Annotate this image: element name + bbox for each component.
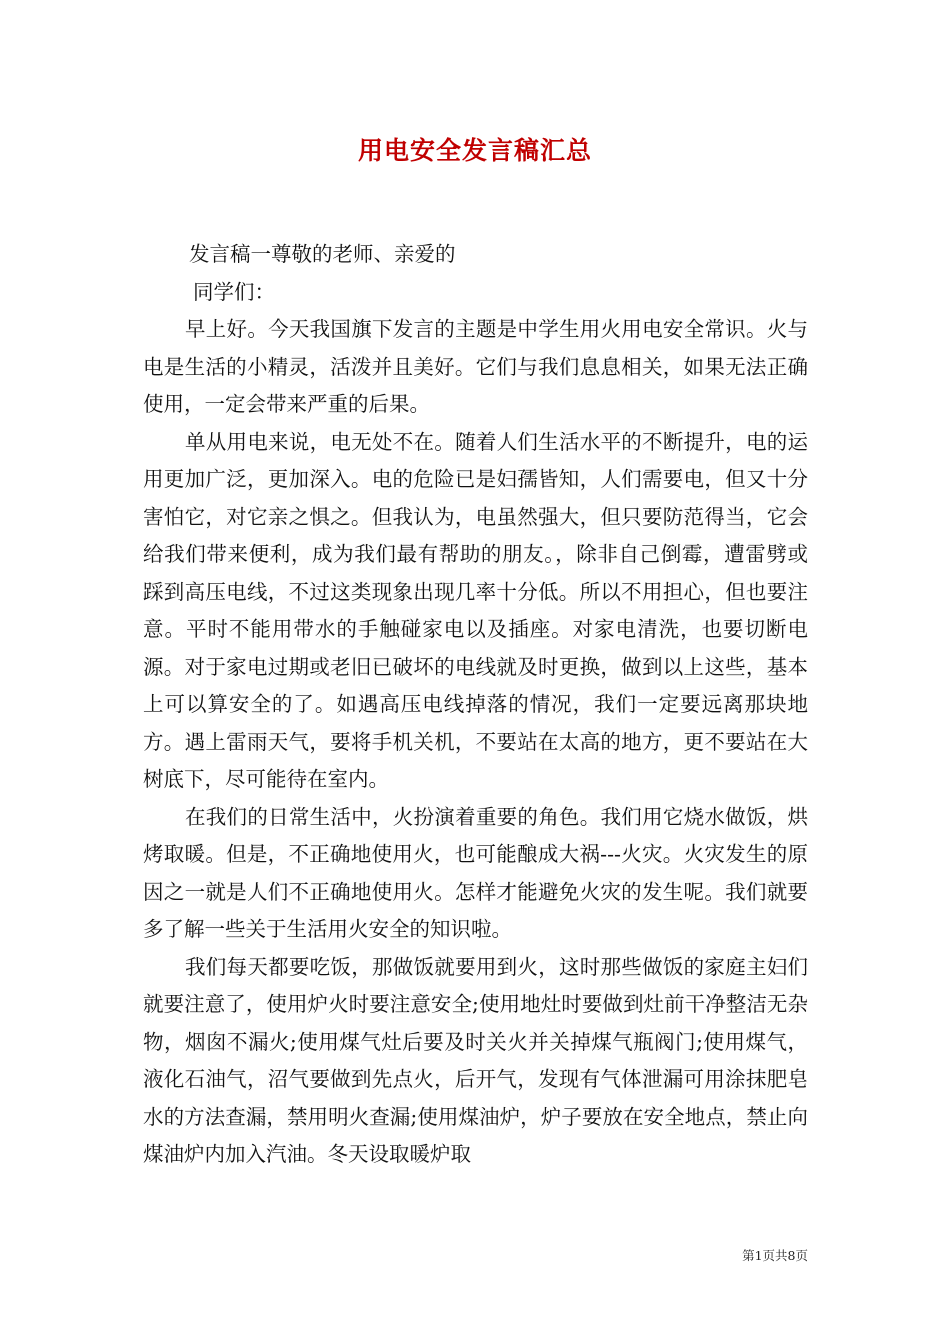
paragraph-electricity: 单从用电来说，电无处不在。随着人们生活水平的不断提升，电的运用更加广泛，更加深入。电的危险已是妇孺皆知，人们需要电，但又十分害怕它，对它亲之惧之。但我认为，电虽然强大，但只要防范得当，它会给我们带来便利，成为我们最有帮助的朋友。，除非自己倒霉，遭雷劈或踩到高压电线，不过这类现象出现几率十分低。所以不用担心，但也要注意。平时不能用带水的手触碰家电以及插座。对家电清洗，也要切断电源。对于家电过期或老旧已破坏的电线就及时更换，做到以上这些，基本上可以算安全的了。如遇高压电线掉落的情况，我们一定要远离那块地方。遇上雷雨天气，要将手机关机，不要站在太高的地方，更不要站在大树底下，尽可能待在室内。 (143, 429, 808, 791)
paragraph-intro: 早上好。今天我国旗下发言的主题是中学生用火用电安全常识。火与电是生活的小精灵，活泼并且美好。它们与我们息息相关，如果无法正确使用，一定会带来严重的后果。 (143, 317, 808, 416)
paragraph-greeting-line-1: 发言稿一尊敬的老师、亲爱的 (189, 242, 456, 266)
page-number: 第1页共8页 (742, 1248, 808, 1263)
paragraph-cooking: 我们每天都要吃饭，那做饭就要用到火，这时那些做饭的家庭主妇们就要注意了，使用炉火时要注意安全;使用地灶时要做到灶前干净整洁无杂物，烟囱不漏火;使用煤气灶后要及时关火并关掉煤气瓶阀门;使用煤气，液化石油气，沼气要做到先点火，后开气，发现有气体泄漏可用涂抹肥皂水的方法查漏，禁用明火查漏;使用煤油炉，炉子要放在安全地点，禁止向煤油炉内加入汽油。冬天设取暖炉取 (143, 954, 808, 1166)
document-body (143, 236, 808, 1174)
paragraph-greeting-line-2: 同学们： (193, 279, 275, 304)
document-title: 用电安全发言稿汇总 (357, 136, 592, 165)
paragraph-fire: 在我们的日常生活中，火扮演着重要的角色。我们用它烧水做饭，烘烤取暖。但是，不正确地使用火，也可能酿成大祸---火灾。火灾发生的原因之一就是人们不正确地使用火。怎样才能避免火灾的发生呢。我们就要多了解一些关于生活用火安全的知识啦。 (143, 804, 808, 941)
